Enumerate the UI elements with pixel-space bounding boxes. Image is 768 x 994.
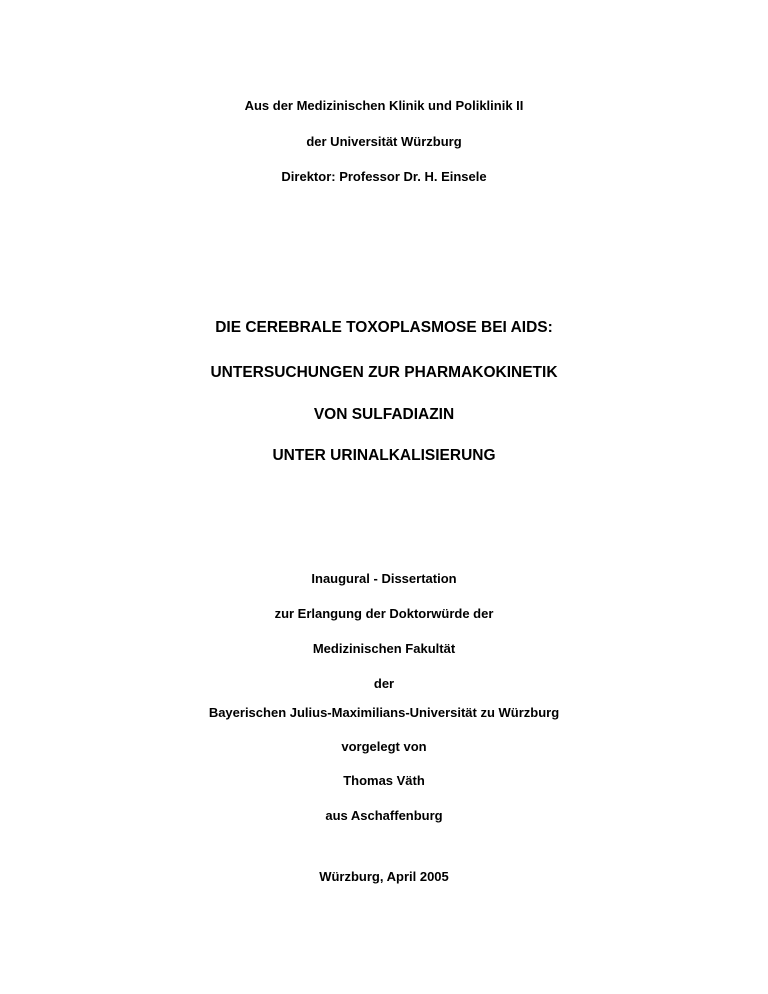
place-date: Würzburg, April 2005 xyxy=(319,869,449,884)
clinic-line: Aus der Medizinischen Klinik und Poliklinik II xyxy=(244,98,524,113)
article-line: der xyxy=(373,676,395,691)
dissertation-purpose: zur Erlangung der Doktorwürde der xyxy=(274,606,494,621)
title-line-4: UNTER URINALKALISIERUNG xyxy=(272,447,496,464)
dissertation-type: Inaugural - Dissertation xyxy=(311,571,457,586)
institution-line: Bayerischen Julius-Maximilians-Universität zu Würzburg xyxy=(208,705,560,720)
university-line: der Universität Würzburg xyxy=(306,134,462,149)
faculty-line: Medizinischen Fakultät xyxy=(312,641,456,656)
author-name: Thomas Väth xyxy=(343,773,425,788)
director-line: Direktor: Professor Dr. H. Einsele xyxy=(281,169,487,184)
submitted-by-line: vorgelegt von xyxy=(341,739,427,754)
title-line-1: DIE CEREBRALE TOXOPLASMOSE BEI AIDS: xyxy=(215,319,553,336)
title-line-3: VON SULFADIAZIN xyxy=(313,406,455,423)
title-line-2: UNTERSUCHUNGEN ZUR PHARMAKOKINETIK xyxy=(210,364,558,381)
author-origin: aus Aschaffenburg xyxy=(325,808,443,823)
